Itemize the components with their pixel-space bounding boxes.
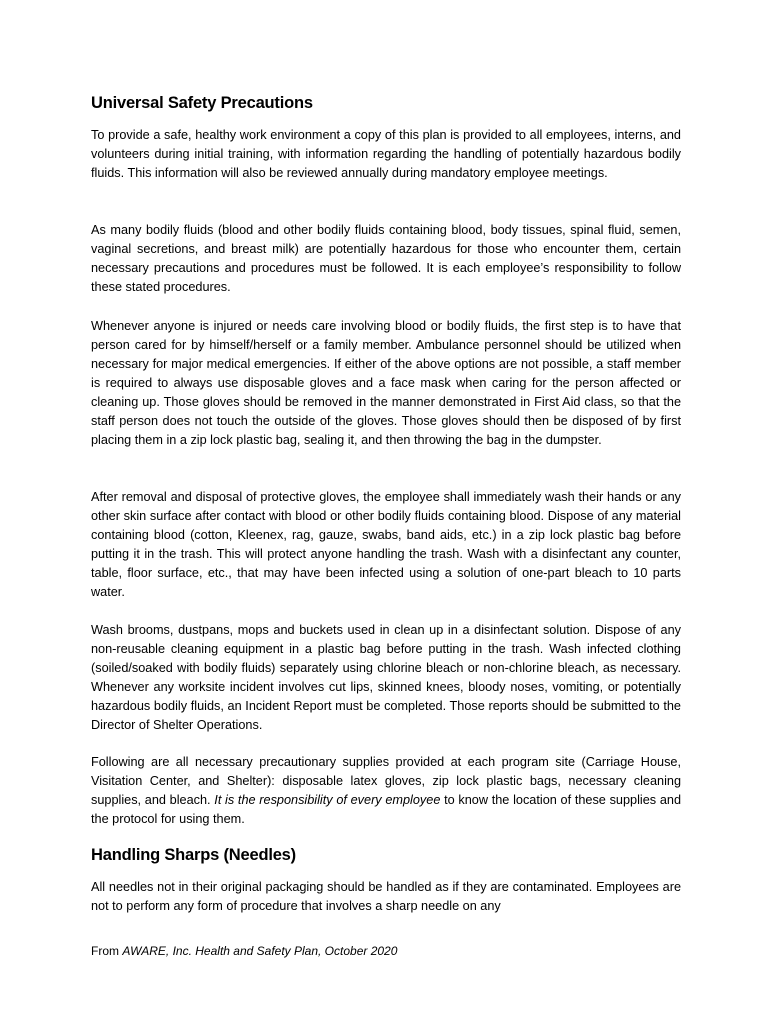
page-footer (91, 944, 397, 958)
paragraph-1: To provide a safe, healthy work environment a copy of this plan is provided to all employees, interns, and volunteers during initial training, with information regarding the handling of potentially hazardous bodily fluids. This information will also be reviewed annually during mandatory employee meetings. (91, 128, 681, 180)
paragraph-6-emphasis: It is the responsibility of every employee (214, 793, 441, 807)
paragraph-6 (91, 753, 681, 829)
section-heading-handling-sharps: Handling Sharps (Needles) (91, 846, 296, 864)
paragraph-3: Whenever anyone is injured or needs care involving blood or bodily fluids, the first step is to have that person cared for by himself/herself or a family member. Ambulance personnel should be utilized when necessary for major medical emergencies. If either of the above options are not possible, a staff member is required to always use disposable gloves and a face mask when caring for the person affected or cleaning up. Those gloves should be removed in the manner demonstrated in First Aid class, so that the staff person does not touch the outside of the gloves. Those gloves should then be disposed of by first placing them in a zip lock plastic bag, sealing it, and then throwing the bag in the dumpster. (91, 319, 681, 447)
footer-prefix: From (91, 944, 123, 958)
paragraph-2: As many bodily fluids (blood and other bodily fluids containing blood, body tissues, spinal fluid, semen, vaginal secretions, and breast milk) are potentially hazardous for those who encounter them, certain necessary precautions and procedures must be followed. It is each employee’s responsibility to follow these stated procedures. (91, 223, 681, 294)
paragraph-6-start: Following are all necessary precautionary supplies provided at each program site (Carriage House, Visitation Center, and Shelter): disposable latex gloves, zip lock plastic bags, necessary cleaning supplies, and bleach. (91, 755, 681, 807)
paragraph-4: After removal and disposal of protective gloves, the employee shall immediately wash their hands or any other skin surface after contact with blood or other bodily fluids containing blood. Dispose of any material containing blood (cotton, Kleenex, rag, gauze, swabs, band aids, etc.) in a zip lock plastic bag before putting it in the trash. This will protect anyone handling the trash. Wash with a disinfectant any counter, table, floor surface, etc., that may have been infected using a solution of one-part bleach to 10 parts water. (91, 490, 681, 599)
paragraph-5: Wash brooms, dustpans, mops and buckets used in clean up in a disinfectant solution. Dispose of any non-reusable cleaning equipment in a plastic bag before putting in the trash. Wash infected clothing (soiled/soaked with bodily fluids) separately using chlorine bleach or non-chlorine bleach, as necessary. Whenever any worksite incident involves cut lips, skinned knees, bloody noses, vomiting, or potentially hazardous bodily fluids, an Incident Report must be completed. Those reports should be submitted to the Director of Shelter Operations. (91, 623, 681, 732)
section-heading-universal-safety: Universal Safety Precautions (91, 94, 313, 112)
footer-source: AWARE, Inc. Health and Safety Plan, October 2020 (122, 944, 398, 958)
paragraph-6-end: to know the location of these supplies and the protocol for using them. (91, 793, 681, 826)
paragraph-sharps: All needles not in their original packaging should be handled as if they are contaminated. Employees are not to perform any form of procedure that involves a sharp needle on any (91, 880, 681, 913)
